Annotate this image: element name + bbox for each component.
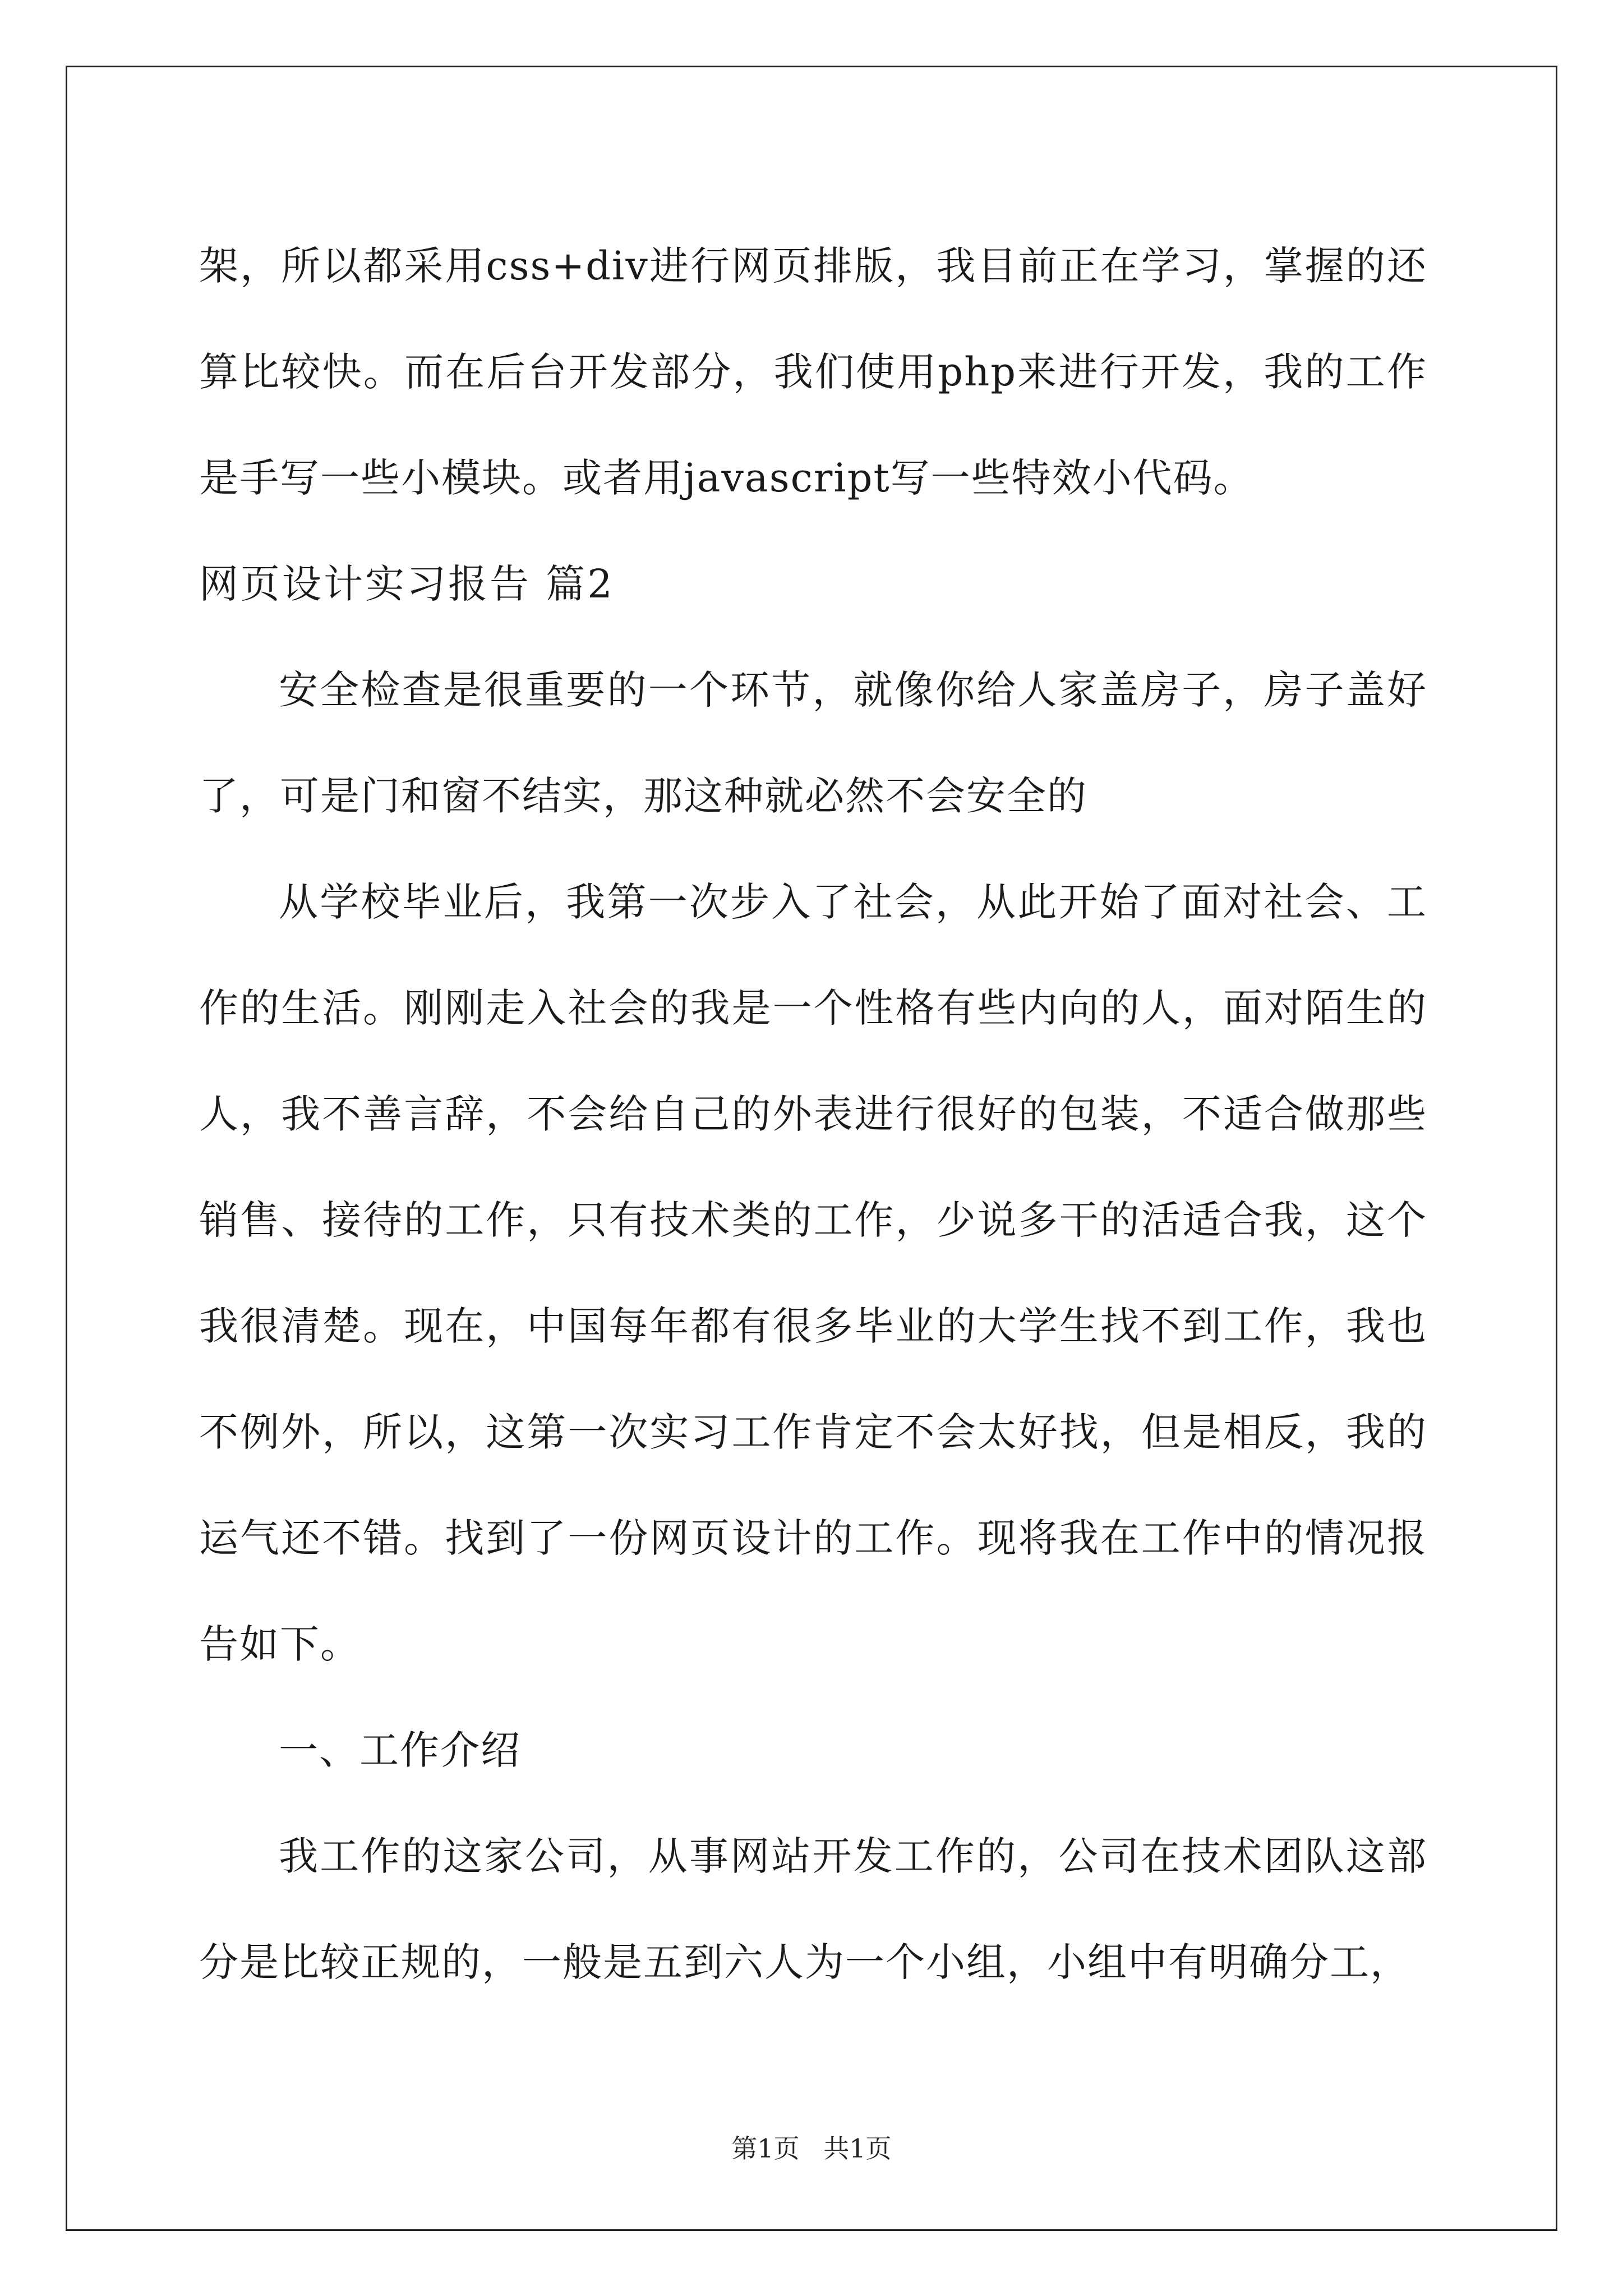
paragraph-company: 我工作的这家公司，从事网站开发工作的，公司在技术团队这部分是比较正规的，一般是五到六人为一个小组，小组中有明确分工，: [199, 1833, 1427, 1985]
paragraph-safety-check: 安全检查是很重要的一个环节，就像你给人家盖房子，房子盖好了，可是门和窗不结实，那这种就必然不会安全的: [199, 667, 1427, 819]
page-total: 共1页: [823, 2133, 892, 2164]
paragraph-continuation: 架，所以都采用css+div进行网页排版，我目前正在学习，掌握的还算比较快。而在后台开发部分，我们使用php来进行开发，我的工作是手写一些小模块。或者用javascript写一些特效小代码。: [199, 243, 1427, 501]
page-number: 第1页: [731, 2133, 800, 2164]
document-body: [199, 213, 1427, 2016]
page-footer: [0, 2132, 1623, 2165]
section-heading: 网页设计实习报告 篇2: [199, 561, 615, 607]
subheading-work-intro: 一、工作介绍: [279, 1727, 521, 1773]
paragraph-graduation: 从学校毕业后，我第一次步入了社会，从此开始了面对社会、工作的生活。刚刚走入社会的我是一个性格有些内向的人，面对陌生的人，我不善言辞，不会给自己的外表进行很好的包装，不适合做那些销售、接待的工作，只有技术类的工作，少说多干的活适合我，这个我很清楚。现在，中国每年都有很多毕业的大学生找不到工作，我也不例外，所以，这第一次实习工作肯定不会太好找，但是相反，我的运气还不错。找到了一份网页设计的工作。现将我在工作中的情况报告如下。: [199, 879, 1427, 1667]
